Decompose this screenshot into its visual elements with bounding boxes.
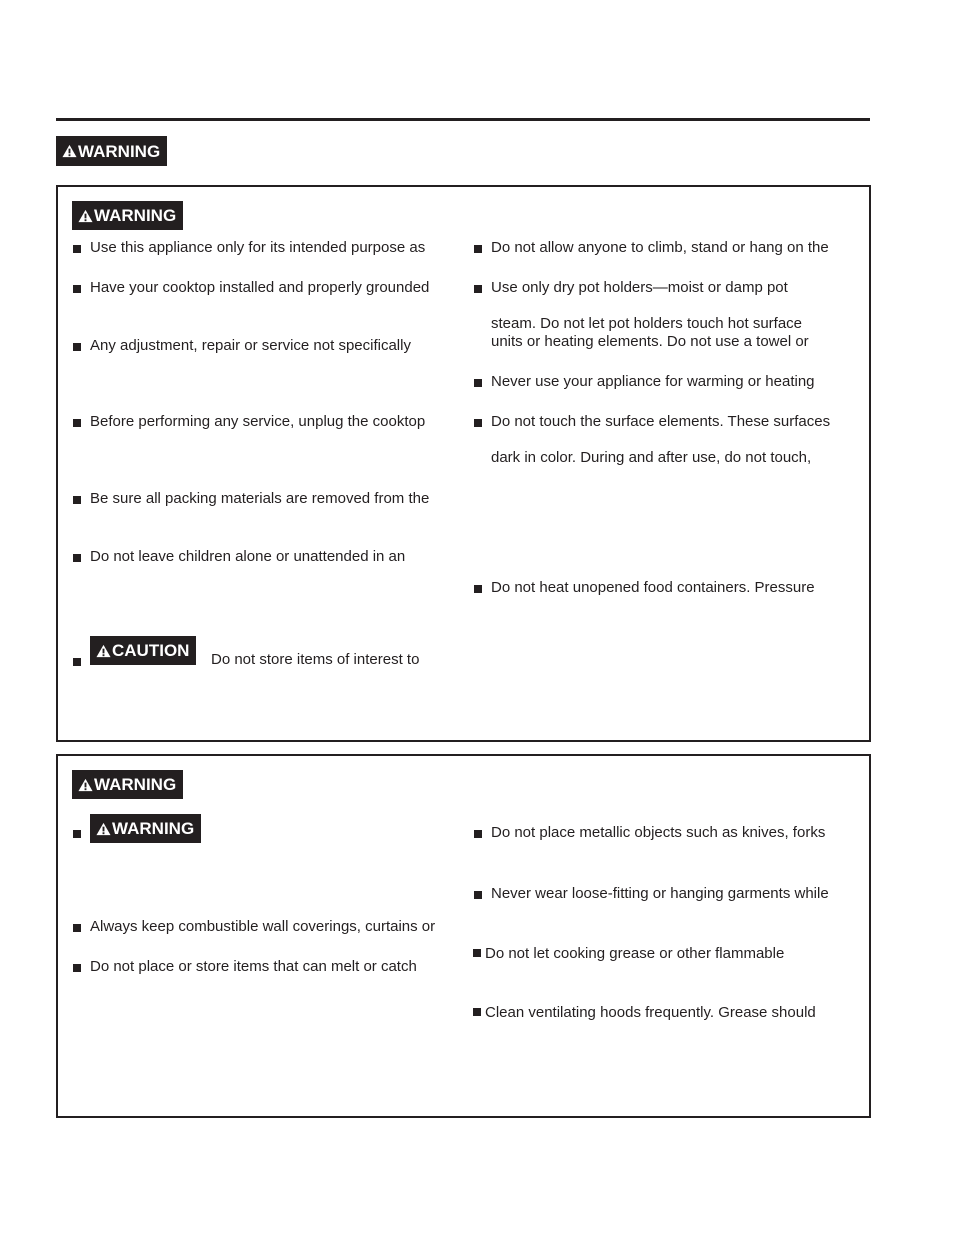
panel2-warning-badge (72, 770, 183, 799)
safety-panel-2 (56, 754, 871, 1118)
bullet-icon (474, 830, 482, 838)
list-item: Never use your appliance for warming or heating (491, 373, 815, 390)
list-item: Do not allow anyone to climb, stand or hang on the (491, 239, 829, 256)
bullet-icon (73, 658, 81, 666)
bullet-icon (474, 585, 482, 593)
list-item-text: Clean ventilating hoods frequently. Grease should (485, 1004, 816, 1021)
list-item: Do not place metallic objects such as knives, forks (491, 824, 826, 841)
bullet-icon (73, 245, 81, 253)
header-warning-badge (56, 136, 167, 166)
list-item-text: Do not let cooking grease or other flammable (485, 945, 785, 962)
bullet-icon (73, 496, 81, 504)
header-warning-label: WARNING (78, 141, 161, 161)
bullet-icon (474, 285, 482, 293)
bullet-icon (73, 830, 81, 838)
caution-badge (90, 636, 196, 665)
bullet-icon (73, 285, 81, 293)
caution-label: CAUTION (112, 641, 190, 660)
list-item: Have your cooktop installed and properly grounded (90, 279, 430, 296)
bullet-icon (474, 245, 482, 253)
list-item: Do not place or store items that can melt or catch (90, 958, 417, 975)
warning-triangle-icon (78, 209, 93, 223)
inline-warning-badge (90, 814, 201, 843)
list-item-continuation: steam. Do not let pot holders touch hot surface (491, 315, 803, 332)
list-item: Use this appliance only for its intended purpose as (90, 239, 426, 256)
list-item: Be sure all packing materials are removed from the (90, 490, 430, 507)
list-item: Do not touch the surface elements. These surfaces (491, 413, 831, 430)
list-item: Always keep combustible wall coverings, curtains or (90, 918, 436, 935)
warning-triangle-icon (62, 144, 77, 158)
list-item: Do not leave children alone or unattended in an (90, 548, 406, 565)
list-item: Do not heat unopened food containers. Pressure (491, 579, 815, 596)
warning-triangle-icon (96, 644, 111, 658)
list-item (473, 945, 784, 963)
inline-warning-label: WARNING (112, 819, 195, 838)
bullet-icon (73, 924, 81, 932)
bullet-icon (474, 379, 482, 387)
bullet-icon (474, 891, 482, 899)
bullet-icon (73, 419, 81, 427)
panel1-warning-label: WARNING (94, 206, 177, 225)
bullet-icon (73, 964, 81, 972)
warning-triangle-icon (96, 822, 111, 836)
caution-text: Do not store items of interest to (211, 651, 420, 668)
list-item-continuation: dark in color. During and after use, do not touch, (491, 449, 812, 466)
list-item: Use only dry pot holders—moist or damp pot (491, 279, 788, 296)
top-rule (56, 118, 870, 121)
list-item (473, 1004, 816, 1022)
bullet-icon (474, 419, 482, 427)
panel2-warning-label: WARNING (94, 775, 177, 794)
warning-triangle-icon (78, 778, 93, 792)
bullet-icon (473, 949, 481, 957)
list-item-continuation: units or heating elements. Do not use a towel or (491, 333, 809, 350)
panel1-warning-badge (72, 201, 183, 230)
list-item: Never wear loose-fitting or hanging garments while (491, 885, 829, 902)
bullet-icon (73, 343, 81, 351)
bullet-icon (73, 554, 81, 562)
bullet-icon (473, 1008, 481, 1016)
list-item: Before performing any service, unplug the cooktop (90, 413, 426, 430)
list-item: Any adjustment, repair or service not specifically (90, 337, 411, 354)
